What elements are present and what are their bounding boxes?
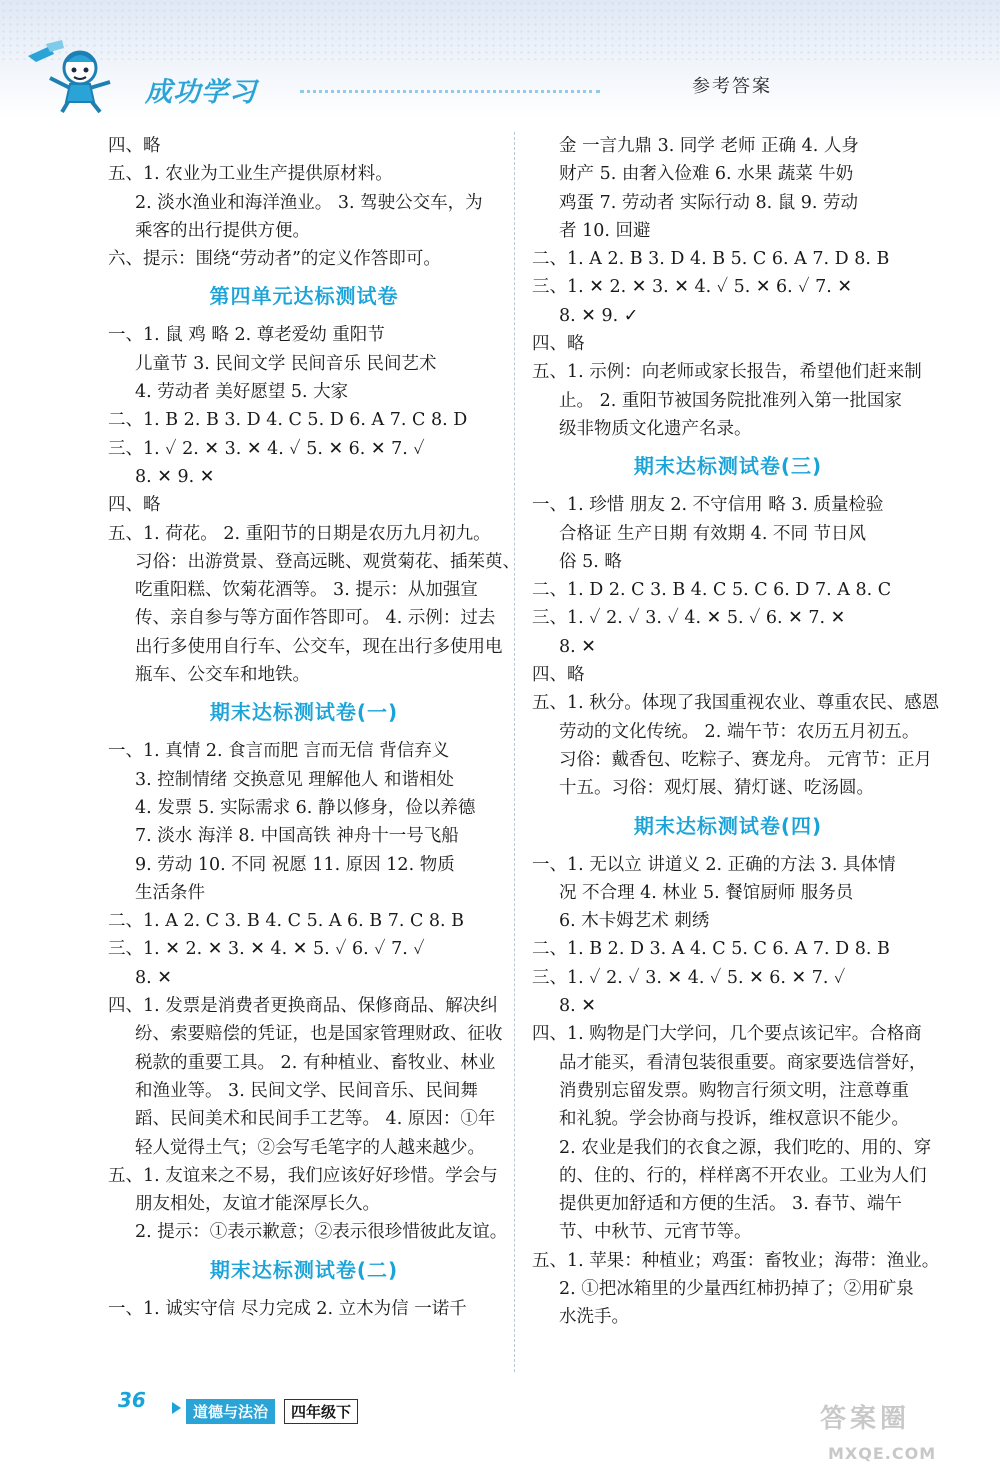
text-line: 水洗手。 [559, 1307, 629, 1328]
text-line: 三、1. ✓ 2. ✓ 3. ✕ 4. ✓ 5. ✕ 6. ✕ 7. ✓ [532, 967, 846, 988]
text-line: 二、1. A 2. C 3. B 4. C 5. A 6. B 7. C 8. B [108, 911, 465, 932]
text-line: 2. 农业是我们的衣食之源，我们吃的、用的、穿 [559, 1137, 932, 1158]
text-line: 二、1. B 2. B 3. D 4. C 5. D 6. A 7. C 8. D [108, 410, 468, 431]
text-line: 和礼貌。学会协商与投诉，维权意识不能少。 [559, 1109, 909, 1130]
text-line: 况 不合理 4. 林业 5. 餐馆厨师 服务员 [559, 882, 854, 903]
triangle-right-icon [172, 1402, 181, 1414]
text-line: 儿童节 3. 民间文学 民间音乐 民间艺术 [135, 353, 437, 374]
text-line: 二、1. B 2. D 3. A 4. C 5. C 6. A 7. D 8. B [532, 939, 890, 960]
text-line: 五、1. 秋分。体现了我国重视农业、尊重农民、感恩 [532, 693, 940, 714]
section-title: 期末达标测试卷(二) [209, 1257, 399, 1282]
text-line: 鸡蛋 7. 劳动者 实际行动 8. 鼠 9. 劳动 [559, 192, 859, 213]
left-column [108, 132, 520, 1323]
text-line: 蹈、民间美术和民间手工艺等。 4. 原因：①年 [135, 1109, 496, 1130]
text-line: 传、亲自参与等方面作答即可。 4. 示例：过去 [135, 608, 496, 629]
text-line: 四、略 [532, 334, 585, 355]
column-divider [514, 132, 515, 1372]
page-number: 36 [118, 1388, 146, 1412]
text-line: 吃重阳糕、饮菊花酒等。 3. 提示：从加强宣 [135, 580, 478, 601]
grade-label: 四年级下 [284, 1399, 358, 1424]
section-title: 期末达标测试卷(一) [209, 700, 399, 725]
text-line: 一、1. 珍惜 朋友 2. 不守信用 略 3. 质量检验 [532, 495, 884, 516]
answers-label: 参考答案 [692, 76, 772, 97]
text-line: 三、1. ✕ 2. ✕ 3. ✕ 4. ✓ 5. ✕ 6. ✓ 7. ✕ [532, 277, 853, 298]
text-line: 五、1. 友谊来之不易，我们应该好好珍惜。学会与 [108, 1165, 498, 1186]
text-line: 8. ✕ [135, 967, 172, 988]
text-line: 四、略 [532, 665, 585, 686]
text-line: 止。 2. 重阳节被国务院批准列入第一批国家 [559, 390, 902, 411]
text-line: 习俗：出游赏景、登高远眺、观赏菊花、插茱萸、 [135, 551, 520, 572]
text-line: 五、1. 农业为工业生产提供原材料。 [108, 164, 393, 185]
section-title: 第四单元达标测试卷 [209, 284, 399, 309]
text-line: 6. 木卡姆艺术 刺绣 [559, 911, 710, 932]
text-line: 五、1. 示例：向老师或家长报告，希望他们赶来制 [532, 362, 922, 383]
text-line: 纷、索要赔偿的凭证，也是国家管理财政、征收 [135, 1024, 503, 1045]
text-line: 9. 劳动 10. 不同 祝愿 11. 原因 12. 物质 [135, 854, 455, 875]
text-line: 品才能买，看清包装很重要。商家要选信誉好， [559, 1052, 927, 1073]
text-line: 二、1. D 2. C 3. B 4. C 5. C 6. D 7. A 8. C [532, 580, 892, 601]
text-line: 一、1. 诚实守信 尽力完成 2. 立木为信 一诺千 [108, 1298, 467, 1319]
text-line: 提供更加舒适和方便的生活。 3. 春节、端午 [559, 1194, 902, 1215]
text-line: 三、1. ✓ 2. ✓ 3. ✓ 4. ✕ 5. ✓ 6. ✕ 7. ✕ [532, 608, 846, 629]
text-line: 劳动的文化传统。 2. 端午节：农历五月初五。 [559, 721, 920, 742]
brand-title: 成功学习 [145, 77, 257, 108]
text-line: 二、1. A 2. B 3. D 4. B 5. C 6. A 7. D 8. B [532, 249, 890, 270]
text-line: 五、1. 苹果：种植业；鸡蛋：畜牧业；海带：渔业。 [532, 1250, 940, 1271]
text-line: 朋友相处，友谊才能深厚长久。 [135, 1194, 380, 1215]
text-line: 8. ✕ [559, 996, 596, 1017]
text-line: 8. ✕ 9. ✓ [559, 305, 639, 326]
text-line: 三、1. ✓ 2. ✕ 3. ✕ 4. ✓ 5. ✕ 6. ✕ 7. ✓ [108, 438, 425, 459]
text-line: 轻人觉得土气；②会写毛笔字的人越来越少。 [135, 1137, 485, 1158]
text-line: 2. 提示：①表示歉意；②表示很珍惜彼此友谊。 [135, 1222, 508, 1243]
watermark-logo: 答案圈 [820, 1404, 911, 1434]
text-line: 一、1. 无以立 讲道义 2. 正确的方法 3. 具体情 [532, 854, 896, 875]
text-line: 节、中秋节、元宵节等。 [559, 1222, 752, 1243]
text-line: 乘客的出行提供方便。 [135, 220, 310, 241]
text-line: 习俗：戴香包、吃粽子、赛龙舟。 元宵节：正月 [559, 749, 933, 770]
text-line: 2. ①把冰箱里的少量西红柿扔掉了；②用矿泉 [559, 1278, 914, 1299]
text-line: 级非物质文化遗产名录。 [559, 418, 752, 439]
text-line: 8. ✕ [559, 636, 596, 657]
text-line: 税款的重要工具。 2. 有种植业、畜牧业、林业 [135, 1052, 496, 1073]
text-line: 金 一言九鼎 3. 同学 老师 正确 4. 人身 [559, 136, 859, 156]
text-line: 瓶车、公交车和地铁。 [135, 665, 310, 686]
text-line: 和渔业等。 3. 民间文学、民间音乐、民间舞 [135, 1080, 478, 1101]
text-line: 者 10. 回避 [559, 220, 651, 241]
text-line: 8. ✕ 9. ✕ [135, 466, 215, 487]
text-line: 出行多使用自行车、公交车，现在出行多使用电 [135, 636, 503, 657]
subject-label: 道德与法治 [186, 1399, 275, 1424]
text-line: 2. 淡水渔业和海洋渔业。 3. 驾驶公交车，为 [135, 192, 483, 213]
text-line: 财产 5. 由奢入俭难 6. 水果 蔬菜 牛奶 [559, 164, 854, 185]
text-line: 一、1. 真情 2. 食言而肥 言而无信 背信弃义 [108, 741, 450, 762]
text-line: 俗 5. 略 [559, 551, 622, 572]
text-line: 4. 劳动者 美好愿望 5. 大家 [135, 382, 349, 403]
header-dotted-line [300, 90, 600, 93]
section-title: 期末达标测试卷(三) [633, 454, 823, 479]
text-line: 4. 发票 5. 实际需求 6. 静以修身，俭以养德 [135, 797, 476, 818]
text-line: 十五。习俗：观灯展、猜灯谜、吃汤圆。 [559, 778, 874, 799]
text-line: 生活条件 [135, 882, 205, 903]
mascot-icon [10, 38, 140, 114]
text-line: 四、1. 购物是门大学问，几个要点该记牢。合格商 [532, 1024, 922, 1045]
text-line: 四、1. 发票是消费者更换商品、保修商品、解决纠 [108, 996, 498, 1017]
text-line: 五、1. 荷花。 2. 重阳节的日期是农历九月初九。 [108, 523, 491, 544]
section-title: 期末达标测试卷(四) [633, 813, 823, 838]
text-line: 合格证 生产日期 有效期 4. 不同 节日风 [559, 523, 867, 544]
text-line: 三、1. ✕ 2. ✕ 3. ✕ 4. ✕ 5. ✓ 6. ✓ 7. ✓ [108, 939, 425, 960]
text-line: 7. 淡水 海洋 8. 中国高铁 神舟十一号飞船 [135, 826, 459, 847]
text-line: 四、略 [108, 136, 161, 156]
text-line: 的、住的、行的，样样离不开农业。工业为人们 [559, 1165, 927, 1186]
text-line: 一、1. 鼠 鸡 略 2. 尊老爱幼 重阳节 [108, 325, 385, 346]
text-line: 四、略 [108, 495, 161, 516]
text-line: 六、提示：围绕“劳动者”的定义作答即可。 [108, 249, 441, 270]
right-column [532, 132, 940, 1332]
watermark-url: MXQE.COM [828, 1444, 937, 1463]
text-line: 3. 控制情绪 交换意见 理解他人 和谐相处 [135, 769, 454, 790]
text-line: 消费别忘留发票。购物言行须文明，注意尊重 [559, 1080, 909, 1101]
